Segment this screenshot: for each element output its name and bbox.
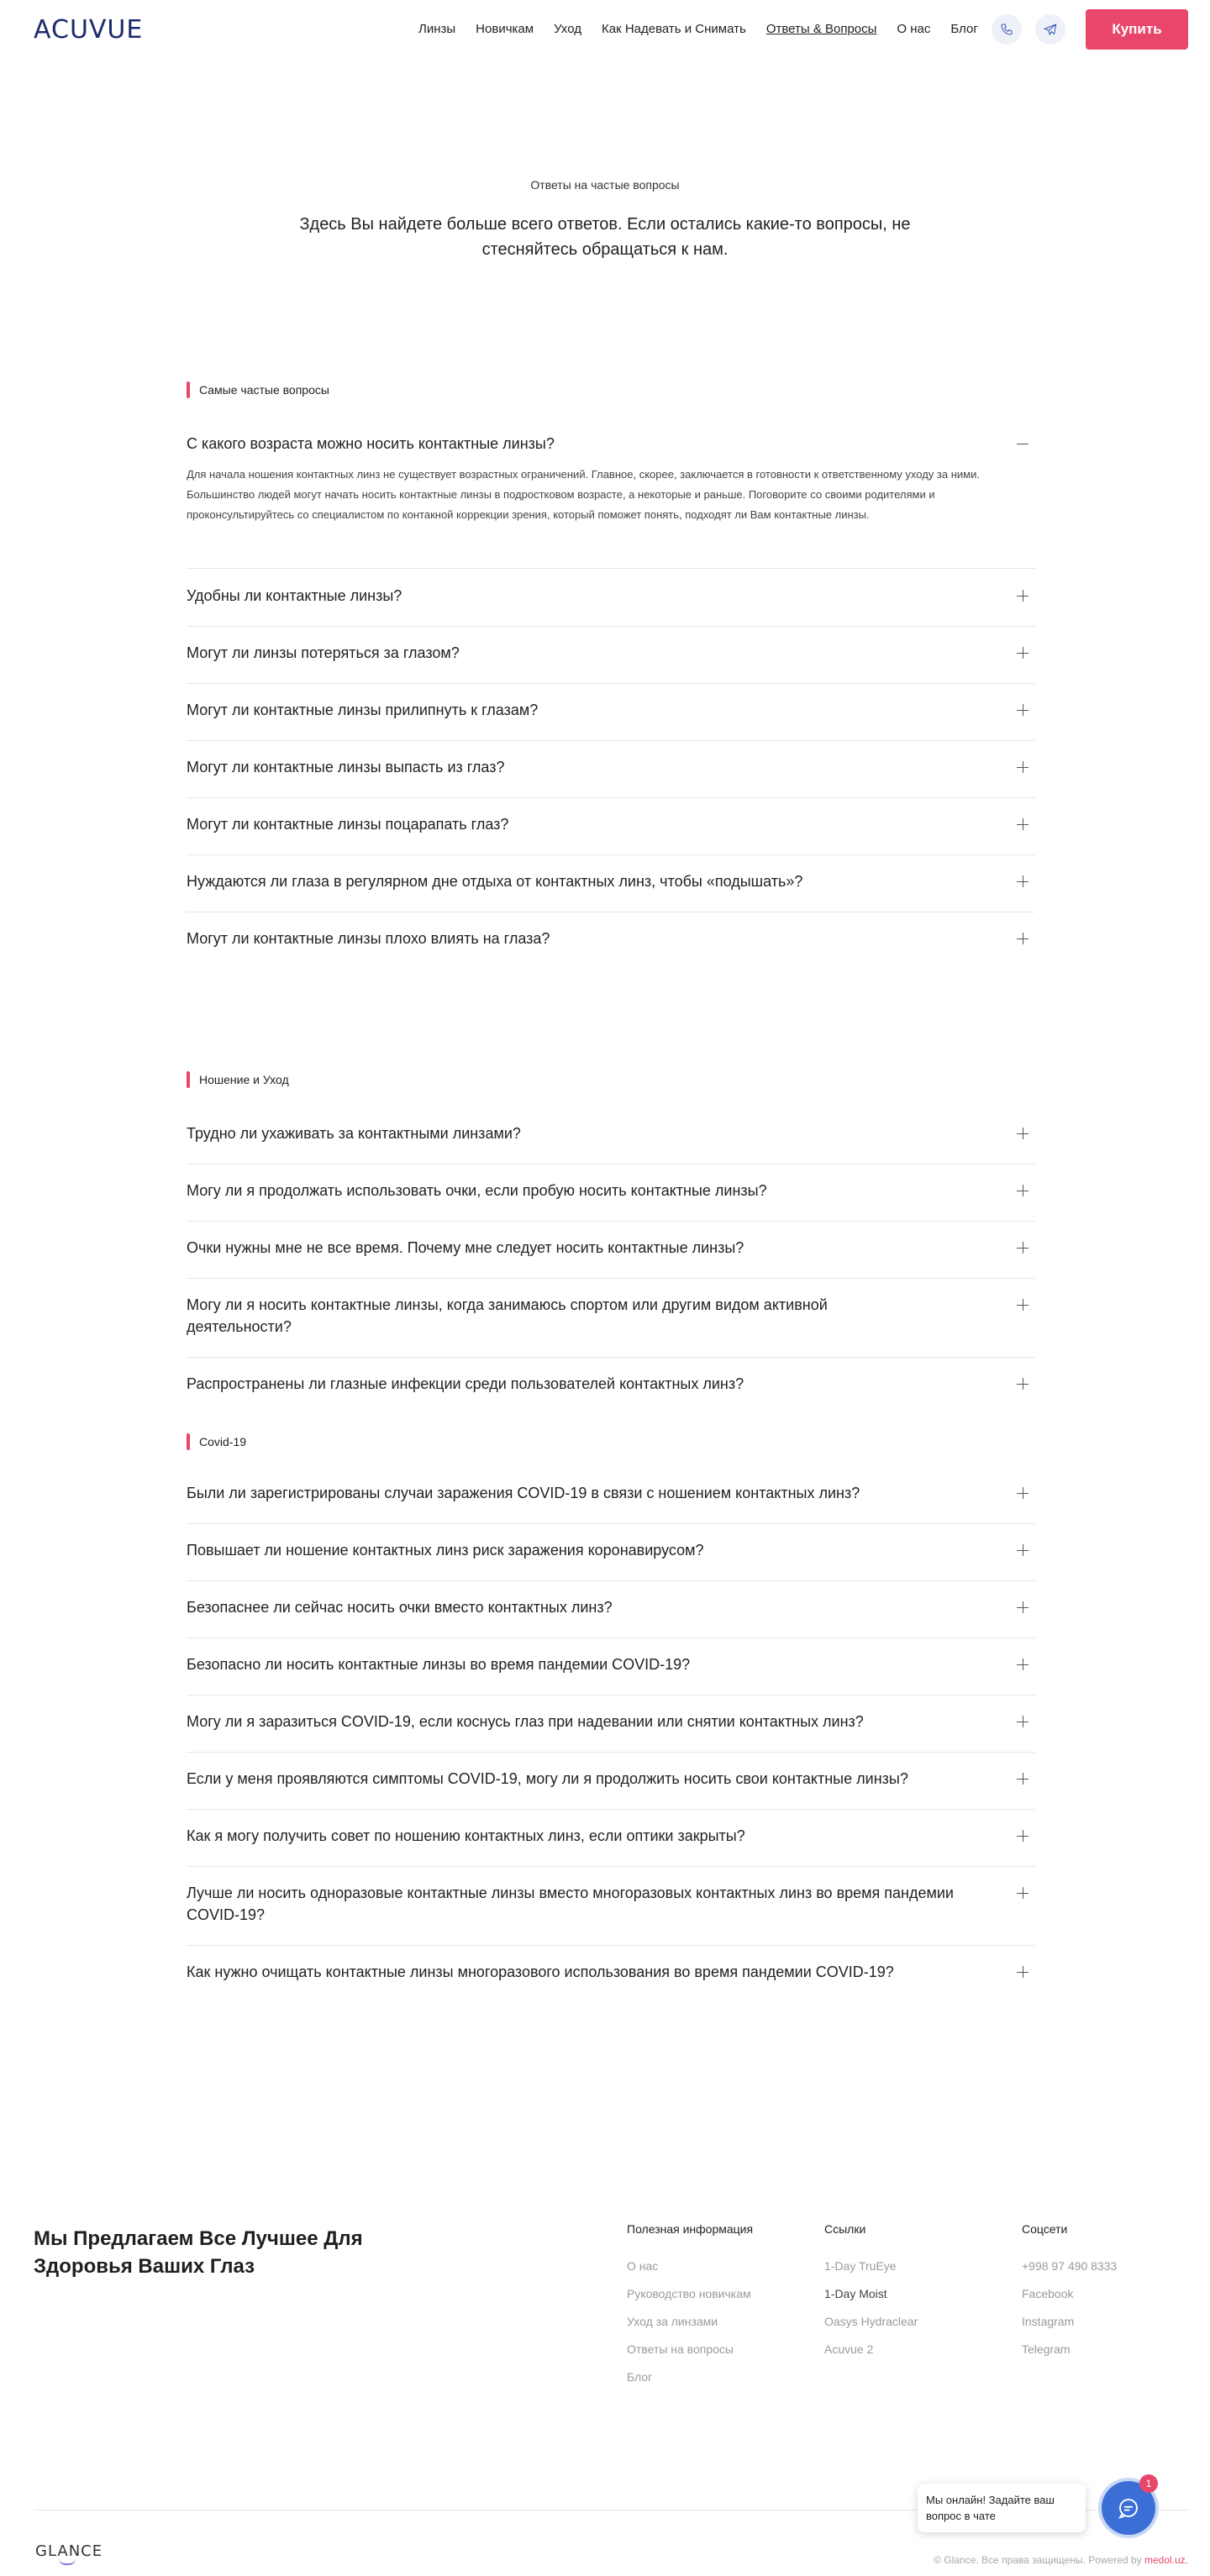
faq-item[interactable] [187,1825,1035,1867]
footer-link[interactable]: 1-Day Moist [824,2287,887,2300]
faq-item[interactable] [187,642,1035,684]
footer-link[interactable]: О нас [627,2259,659,2273]
phone-button[interactable] [992,14,1022,45]
faq-question[interactable]: Могу ли я продолжать использовать очки, если пробую носить контактные линзы? [187,1182,767,1199]
faq-question[interactable]: Могут ли контактные линзы плохо влиять на глаза? [187,930,550,947]
faq-item[interactable] [187,585,1035,627]
glance-logo-arc [59,2558,76,2565]
faq-question[interactable]: Удобны ли контактные линзы? [187,587,402,604]
faq-item[interactable] [187,1373,1035,1415]
faq-item[interactable] [187,928,1035,970]
faq-question[interactable]: Как я могу получить совет по ношению контактных линз, если оптики закрыты? [187,1827,745,1844]
plus-icon[interactable] [1017,1487,1028,1499]
footer-column-links [824,2222,918,2369]
plus-icon[interactable] [1017,1716,1028,1727]
footer-link[interactable]: Ответы на вопросы [627,2342,734,2356]
glance-logo[interactable]: GLANCE [35,2542,103,2560]
footer-link[interactable]: Acuvue 2 [824,2342,874,2356]
faq-question[interactable]: Могут ли контактные линзы прилипнуть к глазам? [187,702,539,718]
footer-title: Мы Предлагаем Все Лучшее Для Здоровья Ваших Глаз [34,2227,363,2278]
faq-item[interactable] [187,1711,1035,1753]
faq-item[interactable] [187,1237,1035,1279]
footer-link[interactable]: Руководство новичкам [627,2287,751,2300]
faq-question[interactable]: Могут ли контактные линзы поцарапать глаз? [187,816,509,833]
footer-column-social [1022,2222,1117,2369]
plus-icon[interactable] [1017,1773,1028,1785]
faq-question[interactable]: Трудно ли ухаживать за контактными линзами? [187,1125,521,1142]
nav-lenses[interactable]: Линзы [418,22,456,36]
faq-question[interactable]: Повышает ли ношение контактных линз риск заражения коронавирусом? [187,1542,704,1559]
footer-phone-link[interactable]: +998 97 490 8333 [1022,2259,1118,2273]
section-label-frequent: Самые частые вопросы [187,383,329,397]
nav-faq[interactable]: Ответы & Вопросы [765,22,877,36]
chat-badge: 1 [1139,2474,1158,2493]
faq-item[interactable] [187,1539,1035,1581]
faq-question[interactable]: Лучше ли носить одноразовые контактные линзы вместо многоразовых контактных линз во время пандемии COVID-19? [187,1885,954,1923]
faq-question[interactable]: Могут ли линзы потеряться за глазом? [187,644,460,661]
plus-icon[interactable] [1017,1601,1028,1613]
plus-icon[interactable] [1017,761,1028,773]
faq-item[interactable] [187,1482,1035,1524]
acuvue-logo[interactable]: ACUVUE [34,14,144,45]
plus-icon[interactable] [1017,647,1028,659]
footer-heading: Ссылки [824,2222,866,2236]
footer-link[interactable]: Уход за линзами [627,2315,718,2328]
faq-question[interactable]: Могу ли я носить контактные линзы, когда занимаюсь спортом или другим видом активной деятельности? [187,1296,828,1335]
faq-item[interactable] [187,1768,1035,1810]
nav-care[interactable]: Уход [554,22,582,36]
faq-item[interactable] [187,1294,1035,1358]
plus-icon[interactable] [1017,1299,1028,1311]
plus-icon[interactable] [1017,1544,1028,1556]
faq-question[interactable]: Распространены ли глазные инфекции среди пользователей контактных линз? [187,1375,744,1392]
main-nav [418,20,998,39]
minus-icon[interactable] [1017,438,1028,449]
faq-question[interactable]: Как нужно очищать контактные линзы многоразового использования во время пандемии COVID-19? [187,1964,894,1980]
hero-text: Здесь Вы найдете больше всего ответов. Если остались какие-то вопросы, не стесняйтесь обращаться к нам. [299,215,911,259]
faq-item[interactable] [187,870,1035,912]
buy-button[interactable]: Купить [1086,9,1188,50]
plus-icon[interactable] [1017,1659,1028,1670]
plus-icon[interactable] [1017,590,1028,602]
telegram-button[interactable] [1035,14,1065,45]
plus-icon[interactable] [1017,818,1028,830]
plus-icon[interactable] [1017,875,1028,887]
faq-question[interactable]: Были ли зарегистрированы случаи заражения COVID-19 в связи с ношением контактных линз? [187,1485,860,1501]
footer-link[interactable]: Блог [627,2370,653,2384]
nav-about[interactable]: О нас [897,22,931,36]
faq-item[interactable] [187,813,1035,855]
section-label-covid: Covid-19 [187,1435,246,1448]
plus-icon[interactable] [1017,704,1028,716]
powered-by-link[interactable]: medol.uz. [1144,2554,1188,2566]
faq-item[interactable] [187,1961,1035,2003]
plus-icon[interactable] [1017,1242,1028,1254]
plus-icon[interactable] [1017,1830,1028,1842]
faq-question[interactable]: Нуждаются ли глаза в регулярном дне отдыха от контактных линз, чтобы «подышать»? [187,873,803,890]
chat-icon [1116,2495,1141,2521]
faq-answer: Для начала ношения контактных линз не существует возрастных ограничений. Главное, скорее, заключается в готовности к ответственному уходу за ними. Большинство людей могут начать носить контактные линзы в подростковом возрасте, а некоторые и раньше. Поговорите со своими родителями и проконсультируйтесь со специалистом по контакной коррекции зрения, который поможет понять, подходят ли Вам контактные линзы. [187,468,980,521]
nav-how-to[interactable]: Как Надевать и Снимать [602,22,746,36]
faq-item[interactable] [187,756,1035,798]
telegram-icon [1044,23,1057,36]
footer-telegram-link[interactable]: Telegram [1022,2342,1071,2356]
plus-icon[interactable] [1017,1185,1028,1196]
faq-question[interactable]: Могут ли контактные линзы выпасть из глаз? [187,759,505,775]
faq-item[interactable] [187,1653,1035,1695]
footer-instagram-link[interactable]: Instagram [1022,2315,1075,2328]
faq-item[interactable] [187,1596,1035,1638]
footer-heading: Полезная информация [627,2222,754,2236]
faq-item[interactable] [187,433,1035,569]
section-label-wear-care: Ношение и Уход [187,1073,289,1086]
hero-subtitle: Ответы на частые вопросы [530,178,680,192]
phone-icon [1000,23,1013,36]
footer-link[interactable]: 1-Day TruEye [824,2259,897,2273]
faq-question[interactable]: Могу ли я заразиться COVID-19, если коснусь глаз при надевании или снятии контактных линз? [187,1713,864,1730]
nav-beginners[interactable]: Новичкам [476,22,534,36]
plus-icon[interactable] [1017,933,1028,944]
footer-link[interactable]: Oasys Hydraclear [824,2315,918,2328]
plus-icon[interactable] [1017,1966,1028,1978]
footer-heading: Соцсети [1022,2222,1068,2236]
faq-question[interactable]: С какого возраста можно носить контактные линзы? [187,435,555,452]
copyright [934,2554,1188,2566]
faq-item[interactable] [187,1882,1035,1946]
faq-question[interactable]: Безопаснее ли сейчас носить очки вместо контактных линз? [187,1599,613,1616]
faq-question[interactable]: Если у меня проявляются симптомы COVID-19, могу ли я продолжить носить свои контактные линзы? [187,1770,908,1787]
plus-icon[interactable] [1017,1128,1028,1139]
chat-bubble[interactable]: Мы онлайн! Задайте ваш вопрос в чате [918,2484,1086,2532]
faq-question[interactable]: Безопасно ли носить контактные линзы во время пандемии COVID-19? [187,1656,691,1673]
faq-item[interactable] [187,699,1035,741]
faq-item[interactable] [187,1122,1035,1164]
nav-blog[interactable]: Блог [950,22,978,36]
copyright-text: © Glance. Все права защищены. Powered by [934,2554,1142,2566]
plus-icon[interactable] [1017,1378,1028,1390]
footer-column-info [627,2222,753,2397]
faq-item[interactable] [187,1180,1035,1222]
faq-question[interactable]: Очки нужны мне не все время. Почему мне следует носить контактные линзы? [187,1239,744,1256]
footer-facebook-link[interactable]: Facebook [1022,2287,1074,2300]
plus-icon[interactable] [1017,1887,1028,1899]
